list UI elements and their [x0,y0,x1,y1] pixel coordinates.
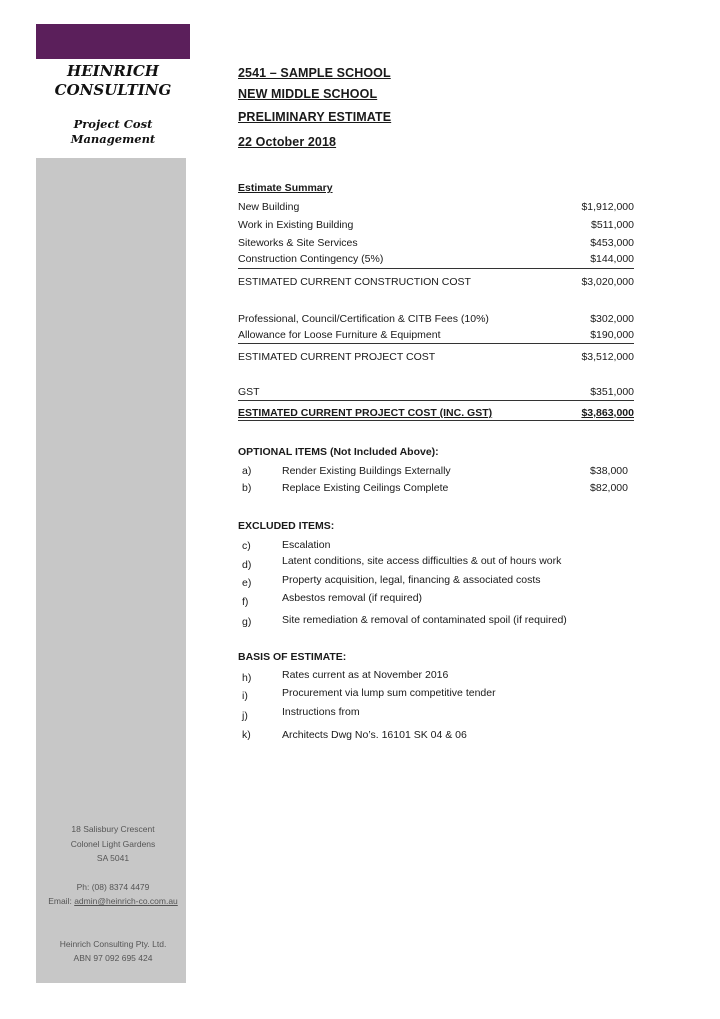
fees-row-label: Professional, Council/Certification & CITB Fees (10%) [238,313,489,325]
fees-row-amount: $302,000 [590,313,634,325]
basis-item-text: Architects Dwg No’s. 16101 SK 04 & 06 [282,729,467,741]
company-abn: ABN 97 092 695 424 [73,953,153,963]
grand-total-row [238,407,634,419]
address-state: SA 5041 [96,853,130,863]
divider [238,343,634,344]
optional-item-letter: a) [242,465,252,477]
company-logo-line2: CONSULTING [54,81,172,99]
basis-item-letter: h) [242,672,252,684]
project-total-amount: $3,512,000 [581,351,634,363]
address-suburb: Colonel Light Gardens [70,839,156,849]
project-number-title: 2541 – SAMPLE SCHOOL [238,66,391,80]
basis-item-text: Instructions from [282,706,360,718]
summary-row-label: Construction Contingency (5%) [238,253,384,265]
brand-color-bar [36,24,190,59]
project-total-label: ESTIMATED CURRENT PROJECT COST [238,351,436,363]
excluded-item-text: Site remediation & removal of contaminated spoil (if required) [282,614,567,626]
summary-row-label: Work in Existing Building [238,219,354,231]
company-name: Heinrich Consulting Pty. Ltd. [59,939,167,949]
gst-amount: $351,000 [590,386,634,398]
email-label: Email: [48,896,75,906]
tagline-line2: Management [70,132,156,146]
summary-row [238,219,634,231]
summary-row [238,237,634,249]
email-line [36,896,190,906]
email-link[interactable]: admin@heinrich-co.com.au [74,896,178,906]
company-logo-line1: HEINRICH [67,62,159,80]
optional-item-text: Render Existing Buildings Externally [282,465,451,477]
summary-row [238,201,634,213]
document-date: 22 October 2018 [238,135,337,149]
construction-total-amount: $3,020,000 [581,276,634,288]
excluded-item-letter: c) [242,540,251,552]
excluded-item-letter: e) [242,577,252,589]
grand-total-label: ESTIMATED CURRENT PROJECT COST (INC. GST) [238,407,493,419]
divider [238,400,634,401]
summary-title: Estimate Summary [238,182,333,194]
excluded-item-text: Escalation [282,539,331,551]
excluded-item-letter: g) [242,616,252,628]
summary-row-amount: $144,000 [590,253,634,265]
phone-number: Ph: (08) 8374 4479 [76,882,150,892]
basis-item-text: Procurement via lump sum competitive tender [282,687,496,699]
excluded-item-text: Property acquisition, legal, financing & associated costs [282,574,541,586]
optional-item-amount: $82,000 [590,482,628,494]
divider [238,268,634,269]
basis-item-letter: i) [242,690,248,702]
double-underline [238,420,634,421]
gst-label: GST [238,386,260,398]
excluded-item-letter: d) [242,559,252,571]
excluded-title: EXCLUDED ITEMS: [238,520,335,532]
summary-row-amount: $453,000 [590,237,634,249]
tagline-line1: Project Cost [73,117,153,131]
project-total-row [238,351,634,363]
project-name: NEW MIDDLE SCHOOL [238,87,378,101]
summary-row-amount: $1,912,000 [581,201,634,213]
grand-total-amount: $3,863,000 [581,407,634,419]
summary-row-amount: $511,000 [590,219,634,231]
fees-row [238,329,634,341]
fees-row-amount: $190,000 [590,329,634,341]
fees-row-label: Allowance for Loose Furniture & Equipment [238,329,441,341]
optional-title: OPTIONAL ITEMS (Not Included Above): [238,446,439,458]
summary-row-label: Siteworks & Site Services [238,237,358,249]
summary-row [238,253,634,265]
excluded-item-text: Asbestos removal (if required) [282,592,423,604]
basis-item-text: Rates current as at November 2016 [282,669,449,681]
optional-item-letter: b) [242,482,252,494]
gst-row [238,386,634,398]
optional-item-amount: $38,000 [590,465,628,477]
optional-item-text: Replace Existing Ceilings Complete [282,482,449,494]
basis-item-letter: j) [242,710,248,722]
fees-row [238,313,634,325]
address-street: 18 Salisbury Crescent [71,824,155,834]
excluded-item-text: Latent conditions, site access difficulties & out of hours work [282,555,562,567]
construction-total-row [238,276,634,288]
basis-title: BASIS OF ESTIMATE: [238,651,347,663]
summary-row-label: New Building [238,201,300,213]
basis-item-letter: k) [242,729,251,741]
excluded-item-letter: f) [242,596,249,608]
construction-total-label: ESTIMATED CURRENT CONSTRUCTION COST [238,276,471,288]
document-type: PRELIMINARY ESTIMATE [238,110,392,124]
